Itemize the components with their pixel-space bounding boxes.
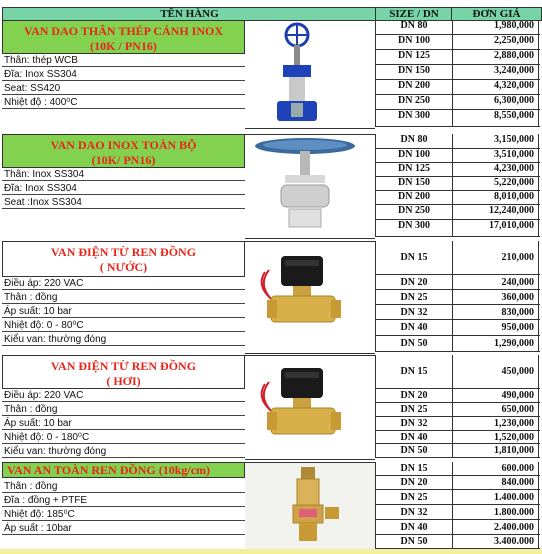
product-title — [2, 134, 245, 168]
price-row — [375, 389, 540, 403]
size-cell: DN 32 — [375, 417, 453, 430]
price-row — [375, 520, 540, 535]
price-row — [375, 417, 540, 431]
spec-line: Thân : đồng — [2, 291, 245, 304]
product-image-solenoid-valve-steam — [245, 355, 375, 460]
price-row — [375, 110, 540, 127]
product-gate-valve-steel — [2, 20, 540, 127]
price-cell: 2,250,000 — [452, 35, 539, 49]
product-image-gate-valve — [245, 20, 375, 129]
spec-line: Nhiệt độ: 185⁰C — [2, 508, 245, 521]
spec-line: Thân: thép WCB — [2, 54, 245, 67]
size-cell: DN 40 — [375, 520, 453, 534]
spec-line: Nhiệt độ: 0 - 80⁰C — [2, 319, 245, 332]
product-title — [2, 20, 245, 54]
price-cell: 1.800.000 — [452, 505, 539, 519]
price-cell: 3,150,000 — [452, 134, 539, 148]
price-cell: 830,000 — [452, 305, 539, 319]
spec-line: Nhiệt độ: 0 - 180⁰C — [2, 431, 245, 444]
price-row — [375, 505, 540, 520]
price-cell: 4,230,000 — [452, 163, 539, 176]
price-row — [375, 336, 540, 352]
product-title-line: VAN DAO INOX TOÀN BỘ — [50, 138, 197, 152]
size-cell: DN 20 — [375, 389, 453, 402]
spec-line: Đĩa: Inox SS304 — [2, 68, 245, 81]
price-cell: 2.400.000 — [452, 520, 539, 534]
spec-line: Áp suất: 10 bar — [2, 417, 245, 430]
price-cell: 1,980,000 — [452, 20, 539, 34]
price-row — [375, 191, 540, 205]
product-image-safety-valve — [245, 462, 375, 551]
size-cell: DN 40 — [375, 320, 453, 335]
price-cell: 17,010,000 — [452, 220, 539, 236]
price-row — [375, 476, 540, 490]
size-cell: DN 200 — [375, 191, 453, 204]
product-title-line: VAN AN TOÀN REN ĐỒNG (10kg/cm) — [7, 463, 211, 477]
price-row — [375, 275, 540, 290]
size-cell: DN 150 — [375, 177, 453, 190]
product-title-line: VAN ĐIỆN TỪ REN ĐỒNG — [50, 359, 197, 373]
price-row — [375, 241, 540, 275]
price-row — [375, 320, 540, 336]
price-row — [375, 490, 540, 505]
bottom-strip — [0, 549, 542, 554]
product-gate-valve-inox — [2, 134, 540, 237]
size-cell: DN 250 — [375, 95, 453, 109]
product-image-solenoid-valve — [245, 241, 375, 354]
product-title-line: VAN ĐIỆN TỪ REN ĐỒNG — [50, 245, 197, 259]
price-cell: 650,000 — [452, 403, 539, 416]
price-cell: 840.000 — [452, 476, 539, 489]
size-cell: DN 100 — [375, 35, 453, 49]
product-solenoid-valve-water — [2, 241, 540, 352]
spec-line: Thân : đồng — [2, 480, 245, 493]
size-cell: DN 100 — [375, 149, 453, 162]
size-cell: DN 32 — [375, 305, 453, 319]
price-row — [375, 134, 540, 149]
product-safety-valve — [2, 462, 540, 549]
size-cell: DN 50 — [375, 336, 453, 351]
price-cell: 1,810,000 — [452, 444, 539, 457]
size-cell: DN 80 — [375, 134, 453, 148]
spec-line: Seat :Inox SS304 — [2, 196, 245, 209]
spec-line: Thân: Inox SS304 — [2, 168, 245, 181]
price-cell: 240,000 — [452, 275, 539, 289]
price-cell: 210,000 — [452, 241, 539, 274]
product-image-inox-gate-valve — [245, 134, 375, 239]
price-cell: 3,240,000 — [452, 65, 539, 79]
price-row — [375, 290, 540, 305]
size-cell: DN 50 — [375, 535, 453, 548]
spec-line: Đĩa : đồng + PTFE — [2, 494, 245, 507]
size-cell: DN 15 — [375, 355, 453, 388]
price-cell: 12,240,000 — [452, 205, 539, 219]
product-title — [2, 355, 245, 389]
price-cell: 490,000 — [452, 389, 539, 402]
price-cell: 4,320,000 — [452, 80, 539, 94]
price-row — [375, 65, 540, 80]
size-cell: DN 50 — [375, 444, 453, 457]
product-solenoid-valve-steam — [2, 355, 540, 458]
price-cell: 950,000 — [452, 320, 539, 335]
price-row — [375, 355, 540, 389]
spec-line: Điều áp: 220 VAC — [2, 277, 245, 290]
spec-line: Seat: SS420 — [2, 82, 245, 95]
size-cell: DN 40 — [375, 431, 453, 443]
price-row — [375, 305, 540, 320]
price-row — [375, 20, 540, 35]
size-cell: DN 20 — [375, 476, 453, 489]
spec-line: Áp suất: 10 bar — [2, 305, 245, 318]
product-title-line: ( NƯỚC) — [99, 260, 148, 274]
price-cell: 8,010,000 — [452, 191, 539, 204]
price-row — [375, 35, 540, 50]
price-cell: 5,220,000 — [452, 177, 539, 190]
size-cell: DN 15 — [375, 241, 453, 274]
product-title-line: ( HƠI) — [106, 374, 141, 388]
size-cell: DN 25 — [375, 403, 453, 416]
price-row — [375, 403, 540, 417]
size-cell: DN 80 — [375, 20, 453, 34]
price-cell: 1,520,000 — [452, 431, 539, 443]
size-cell: DN 32 — [375, 505, 453, 519]
price-cell: 1.400.000 — [452, 490, 539, 504]
price-row — [375, 220, 540, 237]
price-row — [375, 205, 540, 220]
size-cell: DN 200 — [375, 80, 453, 94]
price-row — [375, 444, 540, 458]
spec-line: Đĩa: Inox SS304 — [2, 182, 245, 195]
spec-line: Kiểu van: thường đóng — [2, 445, 245, 458]
spec-line: Áp suất : 10bar — [2, 522, 245, 535]
size-cell: DN 300 — [375, 110, 453, 126]
size-cell: DN 20 — [375, 275, 453, 289]
product-title-line: (10K/ PN16) — [91, 153, 156, 167]
price-cell: 1,290,000 — [452, 336, 539, 351]
spec-line: Kiểu van: thường đóng — [2, 333, 245, 346]
header-size: SIZE / DN — [375, 7, 452, 21]
size-cell: DN 25 — [375, 290, 453, 304]
price-row — [375, 149, 540, 163]
product-title-line: (10K / PN16) — [90, 39, 157, 53]
product-title — [2, 241, 245, 277]
price-cell: 3.400.000 — [452, 535, 539, 548]
size-cell: DN 125 — [375, 163, 453, 176]
size-cell: DN 15 — [375, 462, 453, 475]
header-product-name: TÊN HÀNG — [2, 7, 376, 21]
price-row — [375, 50, 540, 65]
size-cell: DN 250 — [375, 205, 453, 219]
price-cell: 1,230,000 — [452, 417, 539, 430]
price-cell: 3,510,000 — [452, 149, 539, 162]
price-cell: 8,550,000 — [452, 110, 539, 126]
price-row — [375, 95, 540, 110]
price-row — [375, 431, 540, 444]
price-cell: 600.000 — [452, 462, 539, 475]
price-row — [375, 535, 540, 549]
price-cell: 450,000 — [452, 355, 539, 388]
product-title — [2, 462, 245, 478]
price-row — [375, 163, 540, 177]
price-cell: 360,000 — [452, 290, 539, 304]
price-row — [375, 80, 540, 95]
size-cell: DN 150 — [375, 65, 453, 79]
price-cell: 6,300,000 — [452, 95, 539, 109]
price-row — [375, 177, 540, 191]
product-title-line: VAN DAO THÂN THÉP CÁNH INOX — [23, 24, 224, 38]
spec-line: Nhiệt độ : 400⁰C — [2, 96, 245, 109]
header-price: ĐƠN GIÁ — [451, 7, 542, 21]
size-cell: DN 300 — [375, 220, 453, 236]
spec-line: Thân : đồng — [2, 403, 245, 416]
spec-line: Điều áp: 220 VAC — [2, 389, 245, 402]
size-cell: DN 25 — [375, 490, 453, 504]
size-cell: DN 125 — [375, 50, 453, 64]
price-row — [375, 462, 540, 476]
price-cell: 2,880,000 — [452, 50, 539, 64]
